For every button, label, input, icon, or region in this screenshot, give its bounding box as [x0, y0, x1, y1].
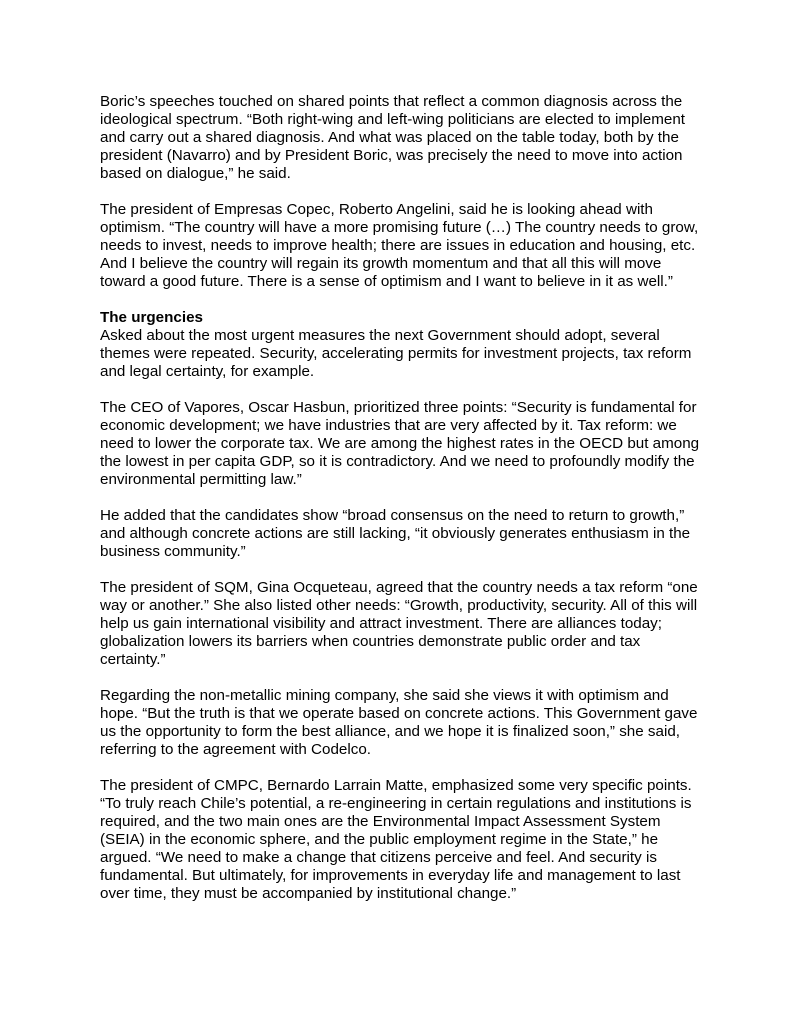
section-heading-urgencies: The urgencies: [100, 309, 203, 326]
paragraph-ocqueteau-tax-reform: The president of SQM, Gina Ocqueteau, agreed that the country needs a tax reform “one way or another.” She also listed other needs: “Growth, productivity, security. All of this will help us gain international visibility and attract investment. There are alliances today; globalization lowers its barriers when countries demonstrate public order and tax certainty.”: [100, 579, 698, 668]
paragraph-larrain-matte: The president of CMPC, Bernardo Larrain Matte, emphasized some very specific points. “To truly reach Chile’s potential, a re-engineering in certain regulations and institutions is required, and the two main ones are the Environmental Impact Assessment System (SEIA) in the economic sphere, and the public employment regime in the State,” he argued. “We need to make a change that citizens perceive and feel. And security is fundamental. But ultimately, for improvements in everyday life and management to last over time, they must be accompanied by institutional change.”: [100, 777, 692, 902]
paragraph-non-metallic-mining: Regarding the non-metallic mining company, she said she views it with optimism and hope. “But the truth is that we operate based on concrete actions. This Government gave us the opportunity to form the best alliance, and we hope it is finalized soon,” she said, referring to the agreement with Codelco.: [100, 687, 698, 758]
paragraph-urgent-measures: Asked about the most urgent measures the next Government should adopt, several themes were repeated. Security, accelerating permits for investment projects, tax reform and legal certainty, for example.: [100, 327, 692, 380]
paragraph-boric-speeches: Boric’s speeches touched on shared points that reflect a common diagnosis across the ideological spectrum. “Both right-wing and left-wing politicians are elected to implement and carry out a shared diagnosis. And what was placed on the table today, both by the president (Navarro) and by President Boric, was precisely the need to move into action based on dialogue,” he said.: [100, 93, 686, 182]
paragraph-candidates-consensus: He added that the candidates show “broad consensus on the need to return to growth,” and although concrete actions are still lacking, “it obviously generates enthusiasm in the business community.”: [100, 507, 691, 560]
paragraph-hasbun-points: The CEO of Vapores, Oscar Hasbun, prioritized three points: “Security is fundamental for economic development; we have industries that are very affected by it. Tax reform: we need to lower the corporate tax. We are among the highest rates in the OECD but among the lowest in per capita GDP, so it is contradictory. And we need to profoundly modify the environmental permitting law.”: [100, 399, 700, 488]
paragraph-angelini-optimism: The president of Empresas Copec, Roberto Angelini, said he is looking ahead with optimism. “The country will have a more promising future (…) The country needs to grow, needs to invest, needs to improve health; there are issues in education and housing, etc. And I believe the country will regain its growth momentum and that all this will move toward a good future. There is a sense of optimism and I want to believe in it as well.”: [100, 201, 699, 290]
document-page: [100, 93, 704, 921]
